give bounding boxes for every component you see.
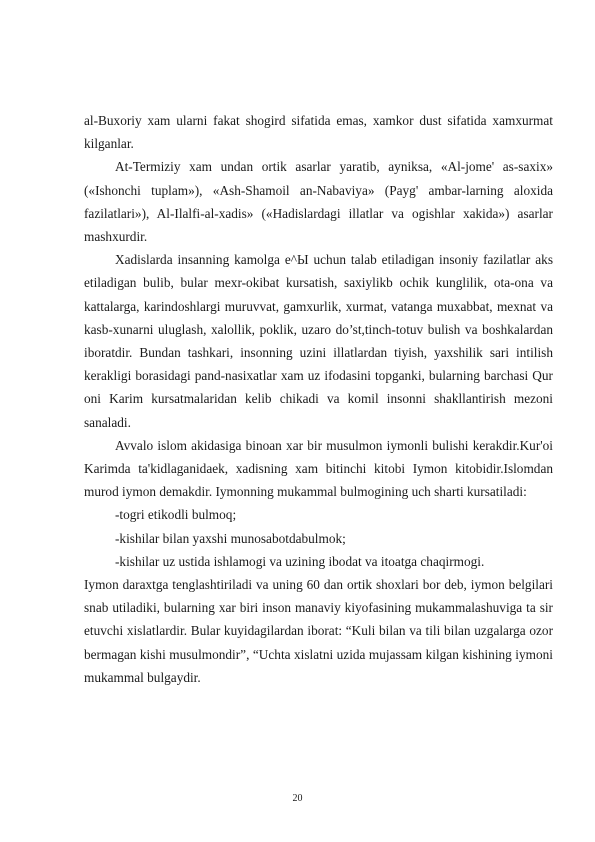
- paragraph-virtues: Xadislarda insanning kamolga e^Ы uchun talab etiladigan insoniy fazilatlar aks etiladigan bulib, bular mexr-okibat kursatish, saxiylikb ochik kunglilik, ota-ona va kattalarga, karindoshlargi muruvvat, gamxurlik, xurmat, vatanga muxabbat, mexnat va kasb-xunarni uluglash, xalollik, poklik, uzaro do’st,tinch-totuv bulish va boshkalardan iboratdir. Bundan tashkari, insonning uzini illatlardan tiyish, yaxshilik sari intilish kerakligi borasidagi pand-nasixatlar xam uz ifodasini topganki, bularning barchasi Qur oni Karim kursatmalaridan kelib chikadi va komil insonni shakllantirish mezoni sanaladi.: [84, 252, 553, 430]
- list-item-condition-1: -togri etikodli bulmoq;: [115, 507, 237, 523]
- paragraph-iymon: Avvalo islom akidasiga binoan xar bir musulmon iymonli bulishi kerakdir.Kur'oi Karimda ta'kidlaganidaek, xadisning xam bitinchi kitobi Iymon kitobidir.Islomdan murod iymon demakdir. Iymonning mukammal bulmogining uch sharti kursatiladi:: [84, 437, 553, 500]
- list-item-condition-2: -kishilar bilan yaxshi munosabotdabulmok;: [115, 530, 346, 546]
- list-item-condition-3: -kishilar uz ustida ishlamogi va uzining ibodat va itoatga chaqirmogi.: [115, 553, 485, 569]
- document-body: [84, 109, 553, 689]
- paragraph-iymon-tree: Iymon daraxtga tenglashtiriladi va uning 60 dan ortik shoxlari bor deb, iymon belgilari snab utiladiki, bularning xar biri inson manaviy kiyofasining mukammalashuviga ta sir etuvchi xislatlardir. Bular kuyidagilardan iborat: “Kuli bilan va tili bilan uzgalarga ozor bermagan kishi musulmondir”, “Uchta xislatni uzida mujassam kilgan kishining iymoni mukammal bulgaydir.: [84, 577, 553, 685]
- paragraph-termiziy: At-Termiziy xam undan ortik asarlar yaratib, ayniksa, «Al-jome' as-saxix» («Ishonchi tuplam»), «Ash-Shamoil an-Nabaviya» (Payg' ambar-larning aloxida fazilatlari»), Al-Ilalfi-al-xadis» («Hadislardagi illatlar va ogishlar xakida») asarlar mashxurdir.: [84, 159, 553, 245]
- paragraph-continuation: al-Buxoriy xam ularni fakat shogird sifatida emas, xamkor dust sifatida xamxurmat kilganlar.: [84, 113, 553, 152]
- page-number: 20: [292, 793, 303, 804]
